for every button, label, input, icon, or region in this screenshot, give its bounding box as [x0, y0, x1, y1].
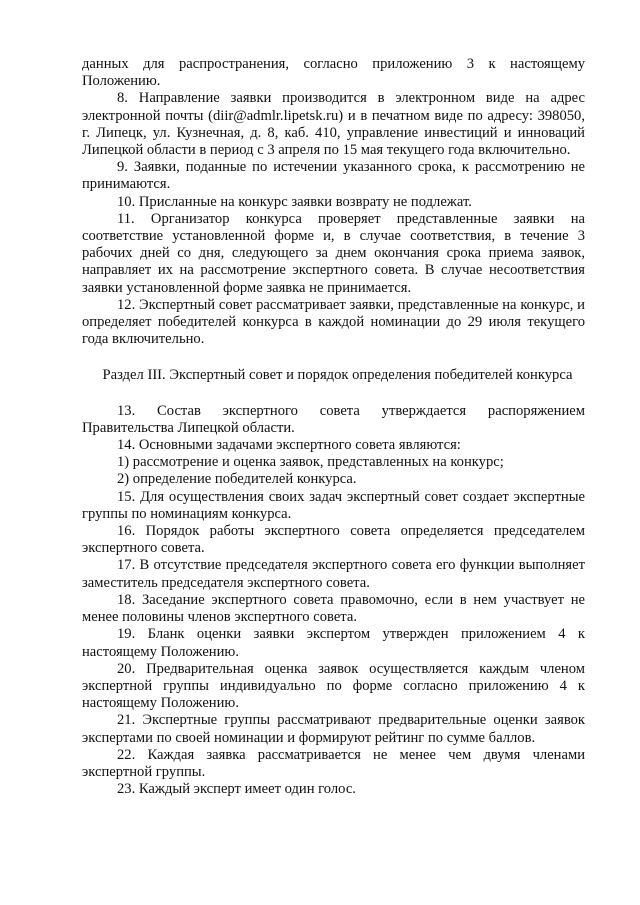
paragraph-15: 15. Для осуществления своих задач экспертный совет создает экспертные группы по номинациям конкурса.: [82, 488, 585, 522]
paragraph-13: 13. Состав экспертного совета утверждается распоряжением Правительства Липецкой области.: [82, 402, 585, 436]
list-item-2: 2) определение победителей конкурса.: [117, 471, 357, 488]
paragraph-17: 17. В отсутствие председателя экспертного совета его функции выполняет заместитель председателя экспертного совета.: [82, 557, 585, 591]
list-item-1: 1) рассмотрение и оценка заявок, представленных на конкурс;: [117, 454, 504, 471]
paragraph-16: 16. Порядок работы экспертного совета определяется председателем экспертного совета.: [82, 523, 585, 557]
paragraph-20: 20. Предварительная оценка заявок осуществляется каждым членом экспертной группы индивидуально по форме согласно приложению 4 к настоящему Положению.: [82, 660, 585, 712]
paragraph-14: 14. Основными задачами экспертного совета являются:: [117, 437, 461, 454]
paragraph-22: 22. Каждая заявка рассматривается не менее чем двумя членами экспертной группы.: [82, 746, 585, 780]
paragraph-19: 19. Бланк оценки заявки экспертом утвержден приложением 4 к настоящему Положению.: [82, 626, 585, 660]
paragraph-12: 12. Экспертный совет рассматривает заявки, представленные на конкурс, и определяет победителей конкурса в каждой номинации до 29 июля текущего года включительно.: [82, 296, 585, 348]
paragraph-18: 18. Заседание экспертного совета правомочно, если в нем участвует не менее половины членов экспертного совета.: [82, 591, 585, 626]
paragraph-9: 9. Заявки, поданные по истечении указанного срока, к рассмотрению не принимаются.: [82, 159, 585, 193]
paragraph-continuation: данных для распространения, согласно приложению 3 к настоящему Положению.: [82, 56, 585, 90]
paragraph-21: 21. Экспертные группы рассматривают предварительные оценки заявок экспертами по своей номинации и формируют рейтинг по сумме баллов.: [82, 712, 585, 746]
paragraphs-after-section: [82, 403, 585, 799]
section-heading: Раздел III. Экспертный совет и порядок определения победителей конкурса: [102, 367, 573, 384]
paragraph-8: 8. Направление заявки производится в электронном виде на адрес электронной почты (diir@admlr.lipetsk.ru) и в печатном виде по адресу: 398050, г. Липецк, ул. Кузнечная, д. 8, каб. 410, управление инвестиций и инноваций Липецкой области в период с 3 апреля по 15 мая текущего года включительно.: [82, 90, 585, 159]
paragraph-23: 23. Каждый эксперт имеет один голос.: [117, 781, 356, 798]
paragraphs-before-section: [82, 56, 585, 348]
paragraph-10: 10. Присланные на конкурс заявки возврату не подлежат.: [117, 193, 472, 210]
paragraph-11: 11. Организатор конкурса проверяет представленные заявки на соответствие установленной форме и, в случае соответствия, в течение 3 рабочих дней со дня, следующего за днем окончания срока приема заявок, направляет их на рассмотрение экспертного совета. В случае несоответствия заявки установленной форме заявка не принимается.: [82, 210, 585, 296]
